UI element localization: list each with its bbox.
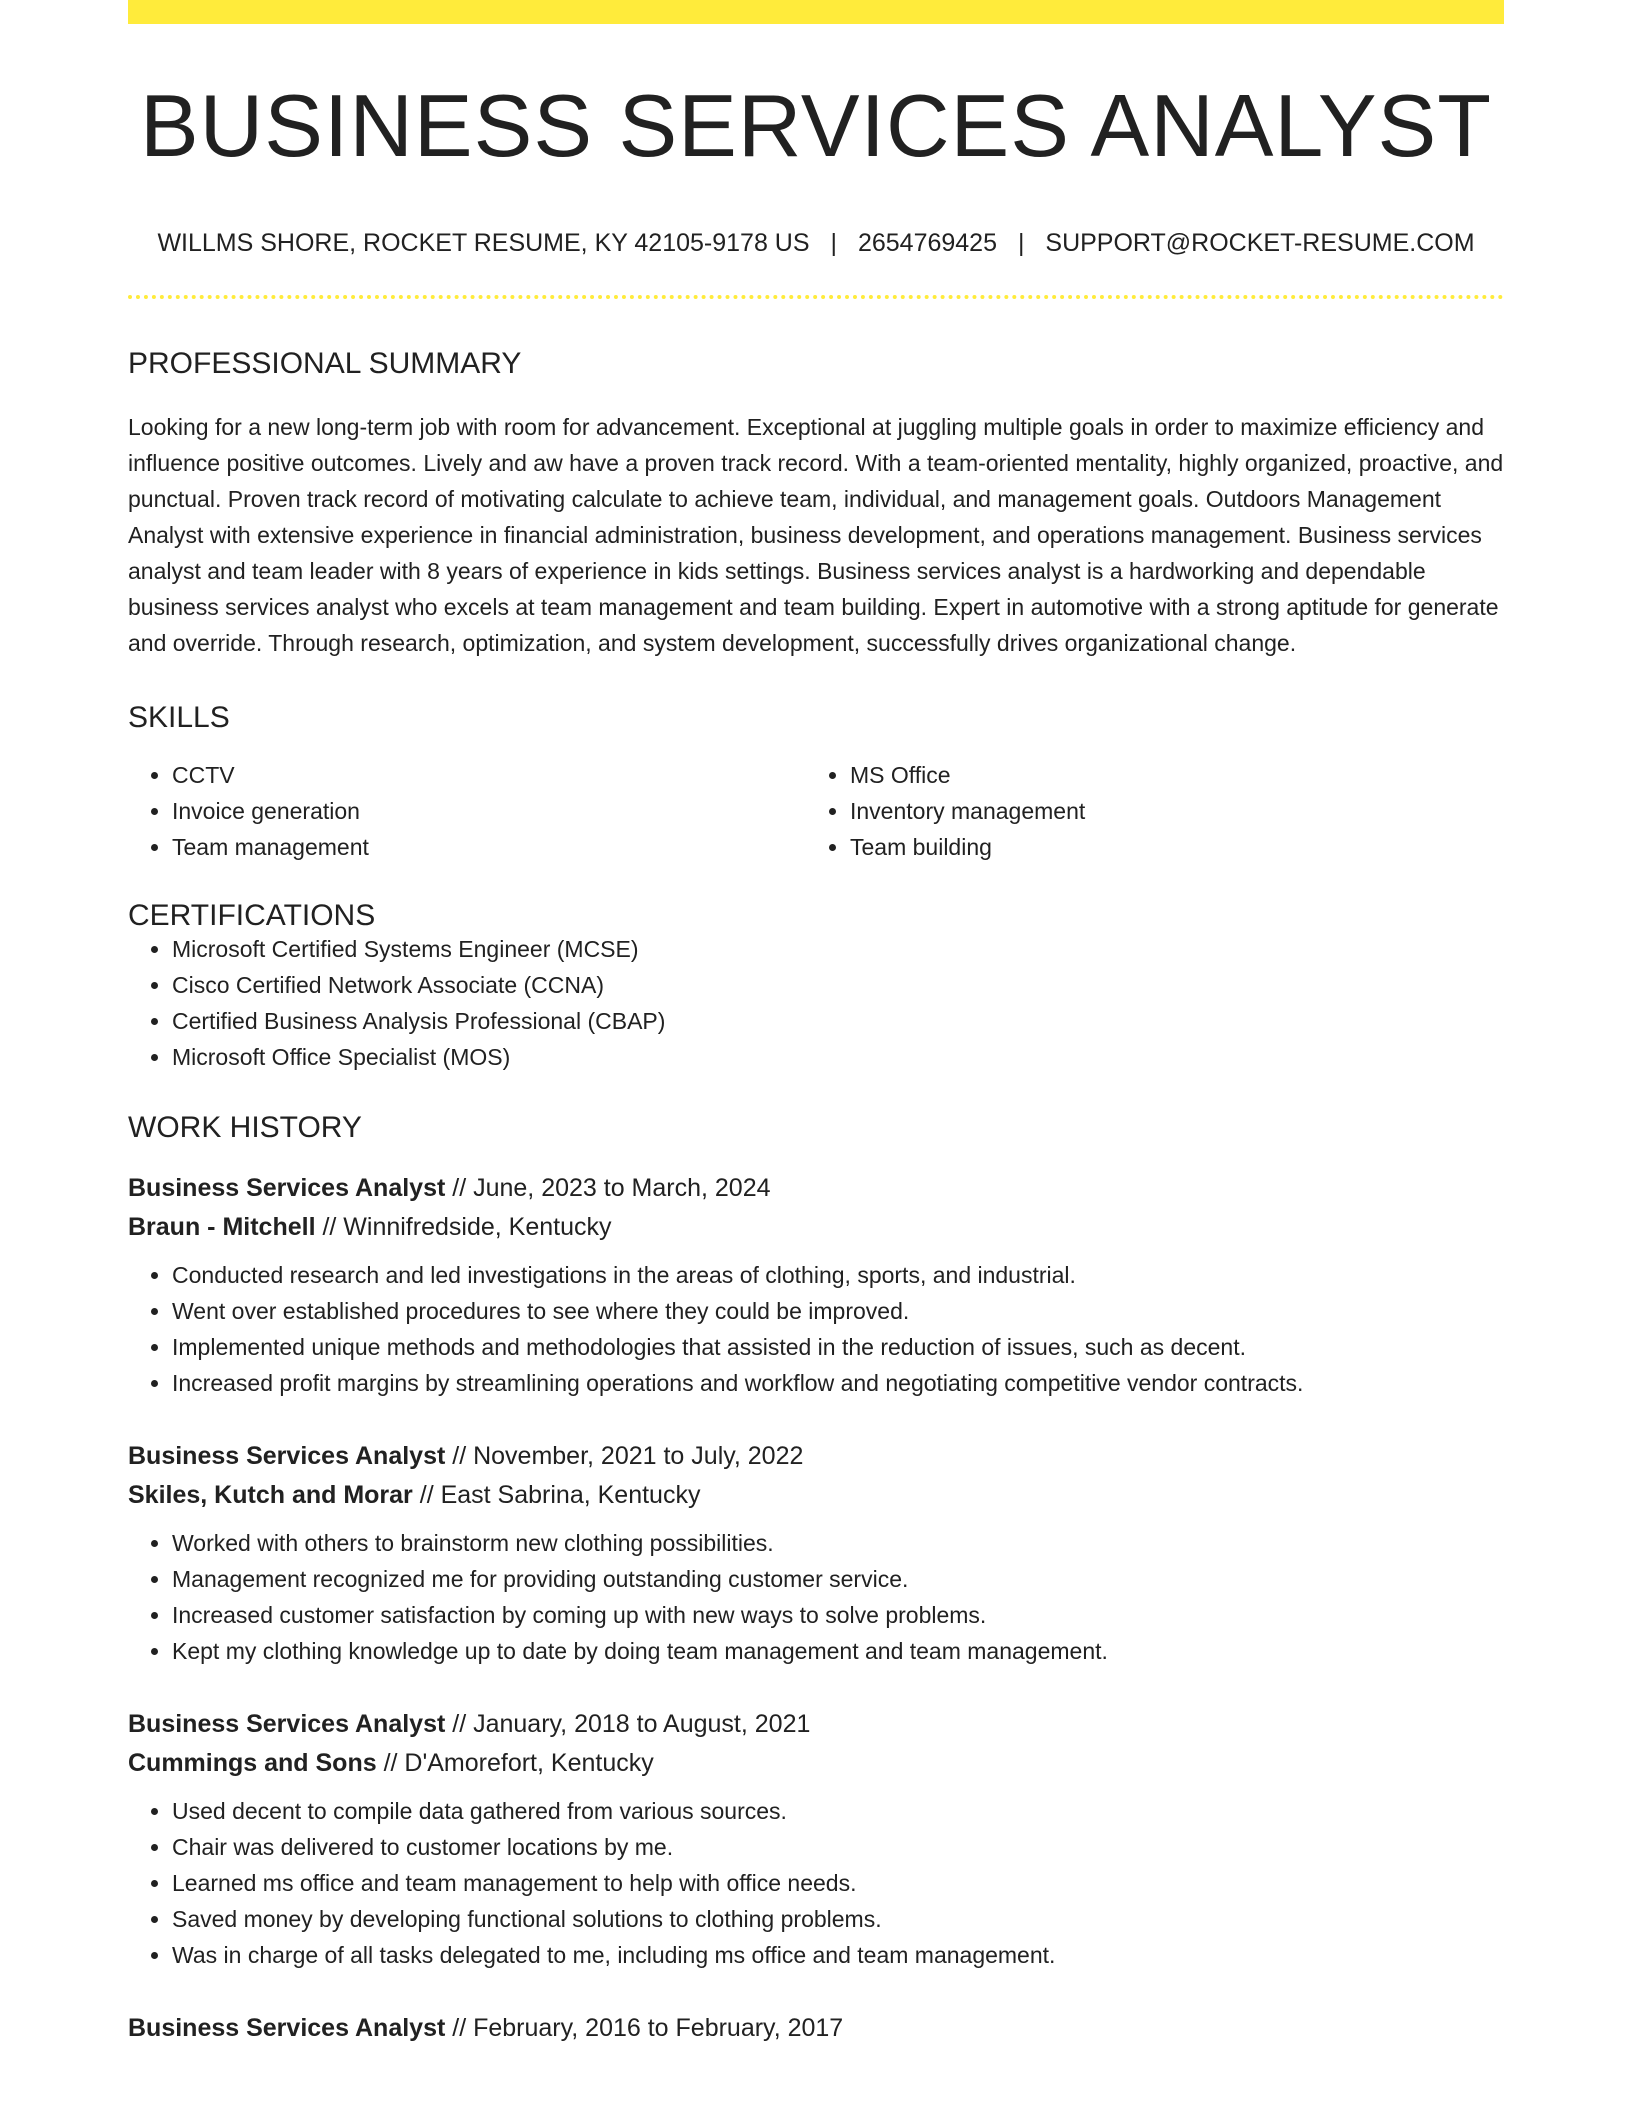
skills-column-left (128, 757, 806, 865)
skills-grid (128, 757, 1504, 865)
job-role: Business Services Analyst (128, 1442, 446, 1470)
job-bullet: • Was in charge of all tasks delegated to me, including ms office and team management. (172, 1937, 1504, 1973)
job-role-line (128, 2009, 1504, 2048)
job-bullet: • Learned ms office and team management to help with office needs. (172, 1865, 1504, 1901)
summary-title: PROFESSIONAL SUMMARY (128, 347, 522, 380)
job-entry (128, 1437, 1504, 1669)
job-bullet: • Went over established procedures to see where they could be improved. (172, 1293, 1504, 1329)
certifications-section (128, 901, 1504, 1075)
job-company-line (128, 1476, 1504, 1515)
work-history-title: WORK HISTORY (128, 1111, 362, 1144)
summary-section (128, 349, 1504, 661)
skills-list-right (806, 757, 1484, 865)
job-role-line (128, 1169, 1504, 1208)
skills-list-left (128, 757, 806, 865)
skills-column-right (806, 757, 1484, 865)
job-company-line (128, 1208, 1504, 1247)
job-bullet: • Worked with others to brainstorm new clothing possibilities. (172, 1525, 1504, 1561)
contact-phone: 2654769425 (857, 229, 997, 257)
dotted-divider (128, 295, 1504, 299)
summary-text: Looking for a new long-term job with room for advancement. Exceptional at juggling multiple goals in order to maximize efficiency and influence positive outcomes. Lively and aw have a proven track record. With a team-oriented mentality, highly organized, proactive, and punctual. Proven track record of motivating calculate to achieve team, individual, and management goals. Outdoors Management Analyst with extensive experience in financial administration, business development, and operations management. Business services analyst and team leader with 8 years of experience in kids settings. Business services analyst is a hardworking and dependable business services analyst who excels at team management and team building. Expert in automotive with a strong aptitude for generate and override. Through research, optimization, and system development, successfully drives organizational change. (128, 414, 1504, 656)
job-location: // East Sabrina, Kentucky (412, 1481, 701, 1509)
skills-section (128, 703, 1504, 865)
certification-item: • Certified Business Analysis Professional (CBAP) (172, 1003, 1504, 1039)
resume-name: BUSINESS SERVICES ANALYST (139, 76, 1492, 175)
certification-item: • Cisco Certified Network Associate (CCNA) (172, 967, 1504, 1003)
skill-item: • Inventory management (850, 793, 1484, 829)
job-bullet: • Increased profit margins by streamlining operations and workflow and negotiating competitive vendor contracts. (172, 1365, 1504, 1401)
job-role: Business Services Analyst (128, 1174, 446, 1202)
job-role: Business Services Analyst (128, 1710, 446, 1738)
job-company: Braun - Mitchell (128, 1213, 316, 1241)
contact-separator: | (830, 229, 837, 257)
skill-item: • MS Office (850, 757, 1484, 793)
contact-address: WILLMS SHORE, ROCKET RESUME, KY 42105-9178 US (157, 229, 810, 257)
job-dates: // November, 2021 to July, 2022 (445, 1442, 804, 1470)
contact-email: SUPPORT@ROCKET-RESUME.COM (1045, 229, 1475, 257)
job-bullet: • Saved money by developing functional solutions to clothing problems. (172, 1901, 1504, 1937)
job-bullet: • Conducted research and led investigations in the areas of clothing, sports, and industrial. (172, 1257, 1504, 1293)
job-bullets (128, 1793, 1504, 1973)
job-bullets (128, 1257, 1504, 1401)
contact-line (128, 231, 1504, 256)
job-bullet: • Chair was delivered to customer locations by me. (172, 1829, 1504, 1865)
work-history-section (128, 1113, 1504, 2048)
job-location: // D'Amorefort, Kentucky (376, 1749, 654, 1777)
job-bullet: • Used decent to compile data gathered from various sources. (172, 1793, 1504, 1829)
job-bullet: • Kept my clothing knowledge up to date by doing team management and team management. (172, 1633, 1504, 1669)
skill-item: • CCTV (172, 757, 806, 793)
certification-item: • Microsoft Certified Systems Engineer (MCSE) (172, 931, 1504, 967)
job-role-line (128, 1437, 1504, 1476)
job-entry (128, 1169, 1504, 1401)
contact-separator: | (1017, 229, 1025, 257)
resume-page (128, 0, 1504, 2048)
job-bullet: • Management recognized me for providing outstanding customer service. (172, 1561, 1504, 1597)
job-entry (128, 2009, 1504, 2048)
job-company: Cummings and Sons (128, 1749, 377, 1777)
skill-item: • Invoice generation (172, 793, 806, 829)
job-bullet: • Increased customer satisfaction by coming up with new ways to solve problems. (172, 1597, 1504, 1633)
certifications-list (128, 931, 1504, 1075)
job-location: // Winnifredside, Kentucky (315, 1213, 612, 1241)
job-company-line (128, 1744, 1504, 1783)
job-role-line (128, 1705, 1504, 1744)
job-entry (128, 1705, 1504, 1973)
certifications-title: CERTIFICATIONS (128, 899, 376, 932)
skill-item: • Team building (850, 829, 1484, 865)
accent-top-bar (128, 0, 1504, 24)
job-bullet: • Implemented unique methods and methodologies that assisted in the reduction of issues, such as decent. (172, 1329, 1504, 1365)
skill-item: • Team management (172, 829, 806, 865)
job-role: Business Services Analyst (128, 2014, 446, 2042)
job-bullets (128, 1525, 1504, 1669)
job-dates: // January, 2018 to August, 2021 (445, 1710, 811, 1738)
job-dates: // February, 2016 to February, 2017 (445, 2014, 844, 2042)
job-dates: // June, 2023 to March, 2024 (445, 1174, 771, 1202)
skills-title: SKILLS (128, 701, 230, 734)
certification-item: • Microsoft Office Specialist (MOS) (172, 1039, 1504, 1075)
job-company: Skiles, Kutch and Morar (128, 1481, 413, 1509)
